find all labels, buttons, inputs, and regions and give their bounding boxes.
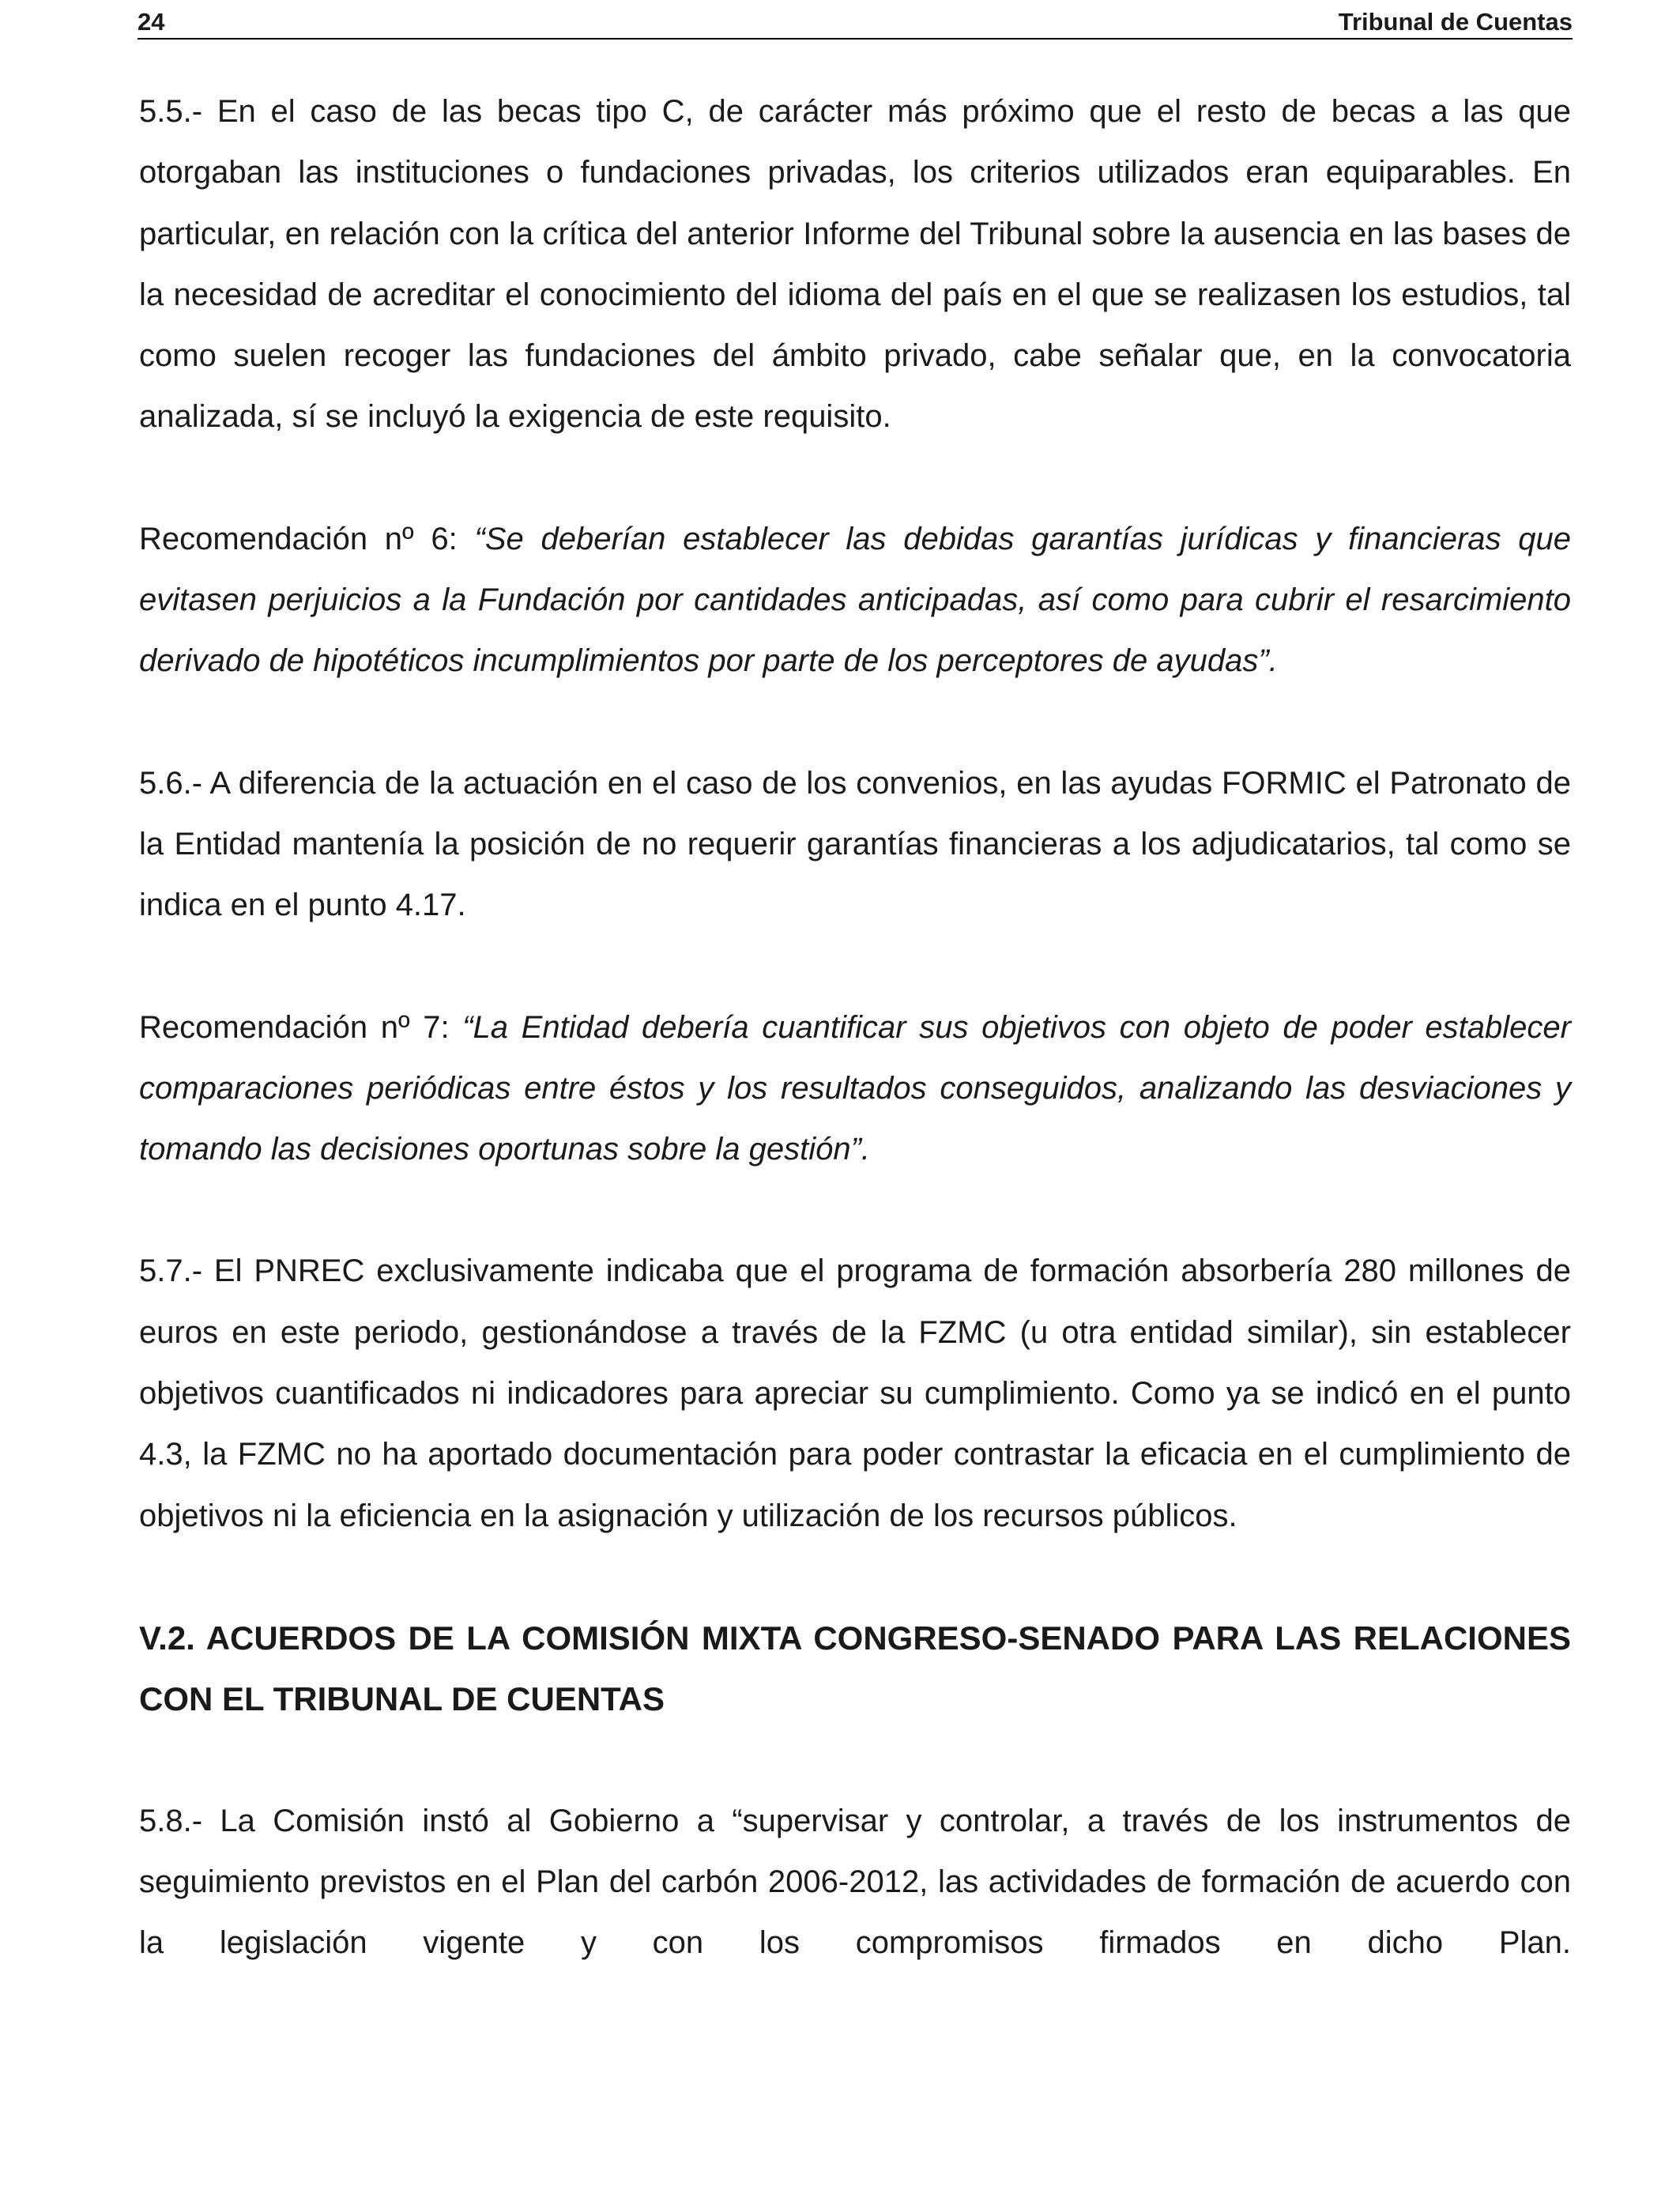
document-body bbox=[139, 81, 1571, 1973]
paragraph-5-7: 5.7.- El PNREC exclusivamente indicaba que el programa de formación absorbería 280 millones de euros en este periodo, gestionándose a través de la FZMC (u otra entidad similar), sin establecer objetivos cuantificados ni indicadores para apreciar su cumplimiento. Como ya se indicó en el punto 4.3, la FZMC no ha aportado documentación para poder contrastar la eficacia en el cumplimiento de objetivos ni la eficiencia en la asignación y utilización de los recursos públicos. bbox=[139, 1253, 1571, 1533]
paragraph-5-8: 5.8.- La Comisión instó al Gobierno a “supervisar y controlar, a través de los instrumentos de seguimiento previstos en el Plan del carbón 2006-2012, las actividades de formación de acuerdo con la legislación vigente y con los compromisos firmados en dicho Plan. bbox=[139, 1803, 1571, 1961]
recommendation-7 bbox=[139, 997, 1571, 1181]
paragraph-5-6: 5.6.- A diferencia de la actuación en el caso de los convenios, en las ayudas FORMIC el Patronato de la Entidad mantenía la posición de no requerir garantías financieras a los adjudicatarios, tal como se indica en el punto 4.17. bbox=[139, 765, 1571, 923]
recommendation-6-label: Recomendación nº 6: bbox=[139, 521, 475, 556]
recommendation-6-quote: “Se deberían establecer las debidas garantías jurídicas y financieras que evitasen perjuicios a la Fundación por cantidades anticipadas, así como para cubrir el resarcimiento derivado de hipotéticos incumplimientos por parte de los perceptores de ayudas”. bbox=[139, 521, 1571, 679]
recommendation-7-label: Recomendación nº 7: bbox=[139, 1009, 463, 1045]
header-title: Tribunal de Cuentas bbox=[1338, 8, 1573, 36]
paragraph-5-5: 5.5.- En el caso de las becas tipo C, de carácter más próximo que el resto de becas a las que otorgaban las instituciones o fundaciones privadas, los criterios utilizados eran equiparables. En particular, en relación con la crítica del anterior Informe del Tribunal sobre la ausencia en las bases de la necesidad de acreditar el conocimiento del idioma del país en el que se realizasen los estudios, tal como suelen recoger las fundaciones del ámbito privado, cabe señalar que, en la convocatoria analizada, sí se incluyó la exigencia de este requisito. bbox=[139, 94, 1571, 435]
section-heading: V.2. ACUERDOS DE LA COMISIÓN MIXTA CONGRESO-SENADO PARA LAS RELACIONES CON EL TRIBUNAL DE CUENTAS bbox=[139, 1619, 1571, 1718]
recommendation-6 bbox=[139, 509, 1571, 692]
recommendation-7-quote: “La Entidad debería cuantificar sus objetivos con objeto de poder establecer comparaciones periódicas entre éstos y los resultados conseguidos, analizando las desviaciones y tomando las decisiones oportunas sobre la gestión”. bbox=[139, 1009, 1571, 1167]
page-number: 24 bbox=[137, 8, 165, 36]
page-header bbox=[137, 6, 1573, 40]
